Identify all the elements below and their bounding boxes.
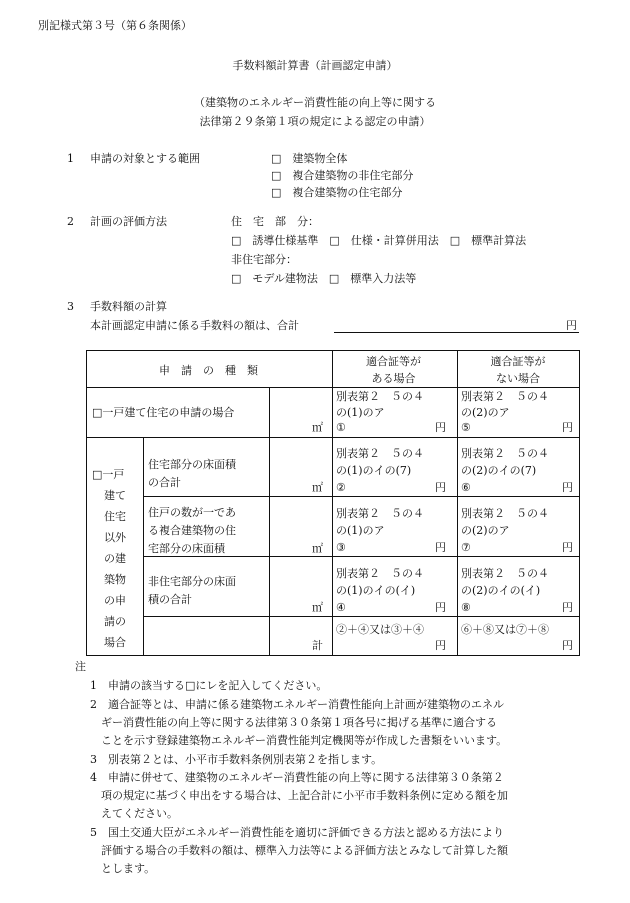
detached-c2-yen: 円 <box>562 421 573 434</box>
row2-area-unit: ㎡ <box>312 542 323 555</box>
row1-c2-yen: 円 <box>562 481 573 494</box>
note-2-l3: ことを示す登録建築物エネルギー消費性能判定機関等が作成した書類をいいます。 <box>90 734 508 747</box>
other-label-0[interactable]: □一戸 <box>92 468 125 481</box>
other-label-5: 築物 <box>104 573 126 586</box>
note-2-l1: 2 適合証等とは、申請に係る建築物エネルギー消費性能向上計画が建築物のエネル <box>90 698 504 711</box>
detached-c2-l2: の(2)のア <box>461 406 510 419</box>
scope-option-whole[interactable]: □ 建築物全体 <box>271 152 348 165</box>
note-3: 3 別表第２とは、小平市手数料条例別表第２を指します。 <box>90 753 383 766</box>
detached-c2-num: ⑤ <box>461 421 471 434</box>
form-id: 別記様式第３号（第６条関係） <box>38 19 192 32</box>
other-label-8: 場合 <box>104 636 126 649</box>
row1-label-l2: の合計 <box>148 476 181 489</box>
total-c1-formula: ②＋④又は③＋④ <box>336 623 424 636</box>
total-sentence: 本計画認定申請に係る手数料の額は、合計 <box>90 319 299 332</box>
residential-label: 住 宅 部 分： <box>231 215 319 228</box>
section2-label: 計画の評価方法 <box>90 215 167 228</box>
row2-label-l2: る複合建築物の住 <box>148 524 236 537</box>
row1-c1-l2: の(1)のイの(7) <box>336 464 412 477</box>
section3-number: 3 <box>67 300 74 313</box>
table-head-col2-l1: 適合証等が <box>490 355 546 368</box>
total-amount-field[interactable] <box>334 318 565 333</box>
row2-c2-l1: 別表第２ ５の４ <box>461 507 549 520</box>
table-head-type: 申 請 の 種 類 <box>159 364 258 377</box>
row1-c2-num: ⑥ <box>461 481 471 494</box>
row3-c1-yen: 円 <box>435 601 446 614</box>
table-head-col1-l2: ある場合 <box>371 372 416 385</box>
section2-number: 2 <box>67 215 74 228</box>
section1-number: 1 <box>67 152 74 165</box>
row3-c1-l2: の(1)のイの(イ) <box>336 584 416 597</box>
total-c2-formula: ⑥＋⑧又は⑦＋⑧ <box>461 623 549 636</box>
row2-c1-l1: 別表第２ ５の４ <box>336 507 424 520</box>
row1-c1-yen: 円 <box>435 481 446 494</box>
row2-label-l1: 住戸の数が一であ <box>148 506 236 519</box>
row3-c1-num: ④ <box>336 601 346 614</box>
detached-area-unit: ㎡ <box>312 421 323 434</box>
note-2-l2: ギー消費性能の向上等に関する法律第３０条第１項各号に掲げる基準に適合する <box>90 716 497 729</box>
row2-label-l3: 宅部分の床面積 <box>148 542 225 555</box>
section1-label: 申請の対象とする範囲 <box>90 152 200 165</box>
subtitle-line1: （建築物のエネルギー消費性能の向上等に関する <box>194 96 436 109</box>
scope-option-nonresidential[interactable]: □ 複合建築物の非住宅部分 <box>271 169 414 182</box>
total-c2-yen: 円 <box>562 639 573 652</box>
row3-label-l1: 非住宅部分の床面 <box>148 575 236 588</box>
row2-c2-yen: 円 <box>562 541 573 554</box>
row3-label-l2: 積の合計 <box>148 593 192 606</box>
row3-area-unit: ㎡ <box>312 601 323 614</box>
row1-c2-l1: 別表第２ ５の４ <box>461 447 549 460</box>
row2-c2-l2: の(2)のア <box>461 524 510 537</box>
detached-c1-l2: の(1)のア <box>336 406 385 419</box>
other-label-3: 以外 <box>104 531 126 544</box>
detached-house-checkbox[interactable]: □一戸建て住宅の申請の場合 <box>92 406 235 419</box>
row2-c2-num: ⑦ <box>461 541 471 554</box>
note-1: 1 申請の該当する□にレを記入してください。 <box>90 679 328 692</box>
row2-c1-l2: の(1)のア <box>336 524 385 537</box>
detached-c1-yen: 円 <box>435 421 446 434</box>
nonresidential-options[interactable]: □ モデル建物法 □ 標準入力法等 <box>231 272 417 285</box>
other-label-2: 住宅 <box>104 510 126 523</box>
section3-label: 手数料額の計算 <box>90 300 167 313</box>
residential-options[interactable]: □ 誘導仕様基準 □ 仕様・計算併用法 □ 標準計算法 <box>231 234 527 247</box>
note-5-l3: とします。 <box>90 862 156 875</box>
row3-c2-yen: 円 <box>562 601 573 614</box>
row1-c1-l1: 別表第２ ５の４ <box>336 447 424 460</box>
scope-option-residential[interactable]: □ 複合建築物の住宅部分 <box>271 186 403 199</box>
total-yen-unit: 円 <box>566 319 577 332</box>
row2-c1-yen: 円 <box>435 541 446 554</box>
row3-c2-num: ⑧ <box>461 601 471 614</box>
other-label-6: の申 <box>104 594 126 607</box>
other-label-7: 請の <box>104 615 126 628</box>
note-4-l1: 4 申請に併せて、建築物のエネルギー消費性能の向上等に関する法律第３０条第２ <box>90 771 504 784</box>
note-4-l3: えてください。 <box>90 807 178 820</box>
row2-c1-num: ③ <box>336 541 346 554</box>
note-5-l2: 評価する場合の手数料の額は、標準入力法等による評価方法とみなして計算した額 <box>90 844 508 857</box>
row3-c2-l1: 別表第２ ５の４ <box>461 567 549 580</box>
other-label-4: の建 <box>104 552 126 565</box>
total-c1-yen: 円 <box>435 639 446 652</box>
other-label-1: 建て <box>104 489 126 502</box>
note-5-l1: 5 国土交通大臣がエネルギー消費性能を適切に評価できる方法と認める方法により <box>90 826 504 839</box>
total-row-label: 計 <box>312 639 323 652</box>
detached-c1-l1: 別表第２ ５の４ <box>336 390 424 403</box>
table-head-col1-l1: 適合証等が <box>366 355 421 368</box>
total-underline-tail <box>565 318 579 333</box>
row1-c1-num: ② <box>336 481 346 494</box>
detached-c1-num: ① <box>336 421 346 434</box>
row3-c2-l2: の(2)のイの(イ) <box>461 584 541 597</box>
nonresidential-label: 非住宅部分： <box>231 253 297 266</box>
row1-area-unit: ㎡ <box>312 481 323 494</box>
detached-c2-l1: 別表第２ ５の４ <box>461 390 549 403</box>
notes-heading: 注 <box>75 660 86 673</box>
row1-label-l1: 住宅部分の床面積 <box>148 458 236 471</box>
page-title: 手数料額計算書（計画認定申請） <box>232 59 398 72</box>
note-4-l2: 項の規定に基づく申出をする場合は、上記合計に小平市手数料条例に定める額を加 <box>90 789 508 802</box>
row1-c2-l2: の(2)のイの(7) <box>461 464 537 477</box>
row3-c1-l1: 別表第２ ５の４ <box>336 567 424 580</box>
subtitle-line2: 法律第２９条第１項の規定による認定の申請） <box>199 115 431 128</box>
table-head-col2-l2: ない場合 <box>496 372 540 385</box>
